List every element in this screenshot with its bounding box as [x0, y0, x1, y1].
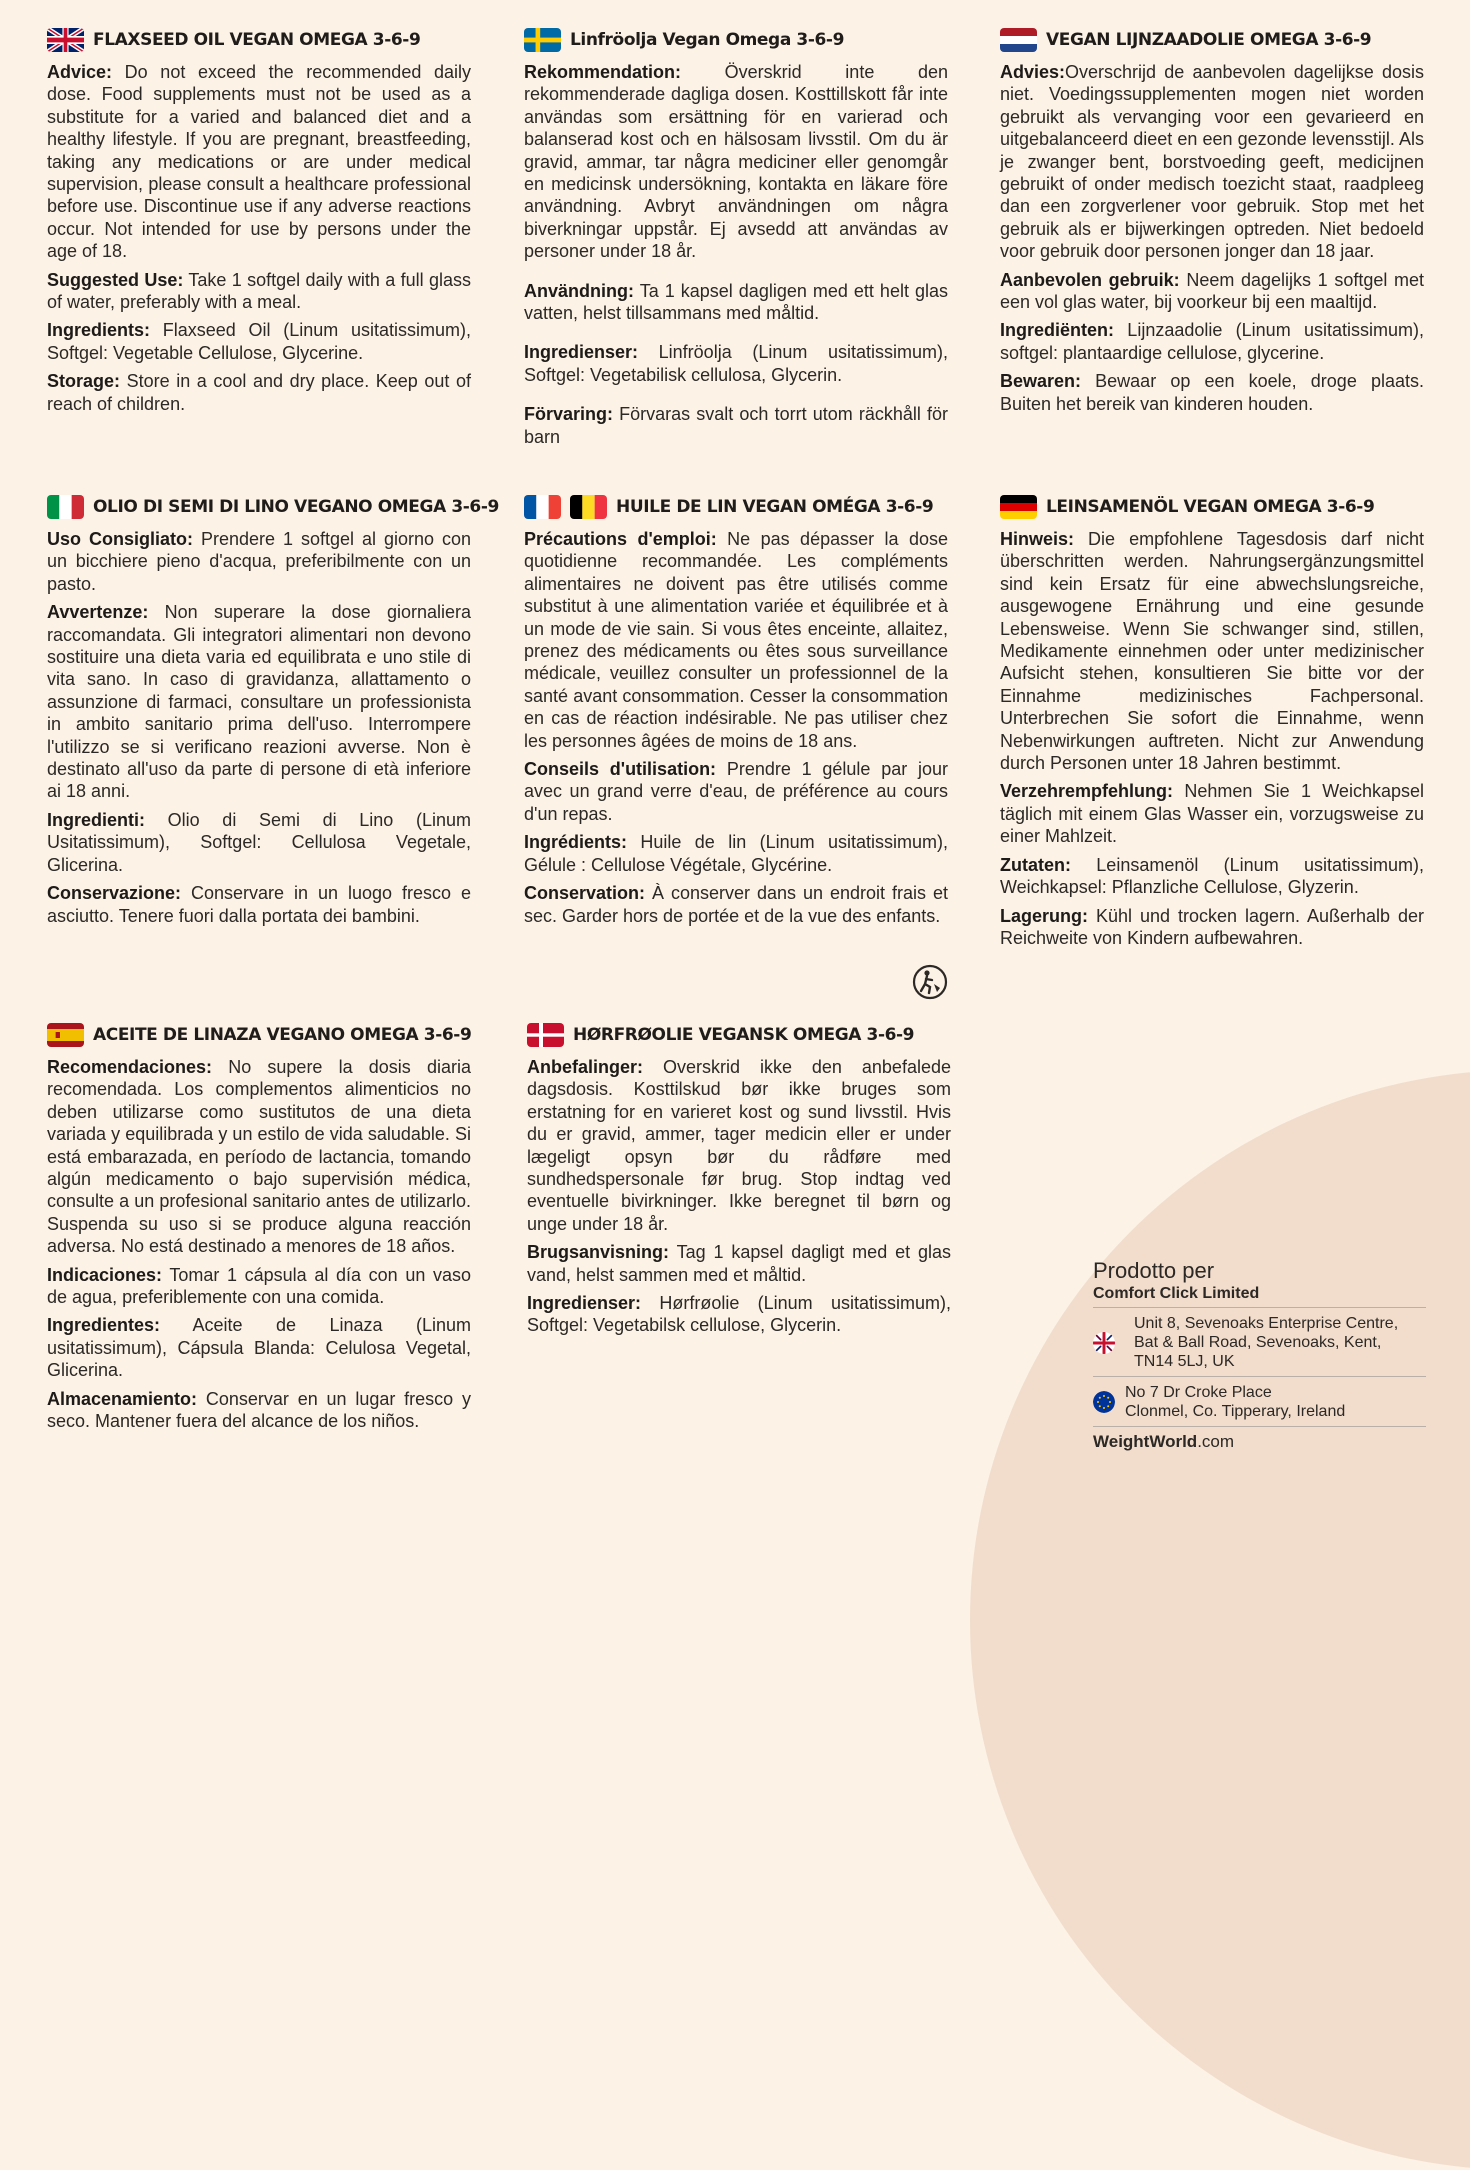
section-it [47, 494, 499, 933]
section-de-header [1000, 494, 1424, 520]
storage-paragraph: Lagerung: Kühl und trocken lagern. Außerhalb der Reichweite von Kindern aufbewahren. [1000, 905, 1424, 948]
ie-address-line-1: No 7 Dr Croke Place [1125, 1384, 1272, 1401]
storage-paragraph: Conservation: À conserver dans un endroit frais et sec. Garder hors de portée et de la vue des enfants. [524, 883, 948, 926]
section-fr [524, 494, 948, 933]
germany-flag-icon [1000, 495, 1037, 519]
storage-paragraph: Förvaring: Förvaras svalt och torrt utom räckhåll för barn [524, 404, 948, 447]
suggested-use-paragraph: Conseils d'utilisation: Prendre 1 gélule par jour avec un grand verre d'eau, de préférence au cours d'un repas. [524, 759, 949, 824]
section-nl-header [1000, 27, 1424, 53]
ingredients-paragraph: Ingrediënten: Lijnzaadolie (Linum usitatissimum), softgel: plantaardige cellulose, glycerine. [1000, 320, 1424, 363]
ingredients-paragraph: Zutaten: Leinsamenöl (Linum usitatissimum), Weichkapsel: Pflanzliche Cellulose, Glyzerin. [1000, 854, 1424, 898]
producer-title: Prodotto per [1093, 1258, 1215, 1283]
suggested-use-paragraph: Användning: Ta 1 kapsel dagligen med ett helt glas vatten, helst tillsammans med måltid. [524, 280, 948, 324]
ingredients-paragraph: Ingredienser: Linfröolja (Linum usitatissimum), Softgel: Vegetabilisk cellulosa, Glycerin. [524, 342, 948, 385]
advice-paragraph: Advies:Overschrijd de aanbevolen dagelijkse dosis niet. Voedingssupplementen mogen niet worden gebruikt als vervanging voor een gevarieerd en uitgebalanceerd dieet en een gezonde levensstijl. Als je zwanger bent, borstvoeding geeft, medicijnen gebruikt of onder medisch toezicht staat, raadpleeg dan een zorgverlener voor gebruik. Stop met het gebruik als er bijwerkingen optreden. Niet bedoeld voor gebruik door personen jonger dan 18 jaar. [1000, 62, 1424, 262]
belgium-flag-icon [570, 495, 607, 519]
storage-paragraph: Conservazione: Conservare in un luogo fresco e asciutto. Tenere fuori dalla portata dei bambini. [47, 883, 471, 926]
sweden-flag-icon [524, 28, 561, 52]
uk-flag-icon [1093, 1332, 1115, 1354]
spain-flag-icon [47, 1023, 84, 1047]
ingredients-paragraph: Ingredients: Flaxseed Oil (Linum usitatissimum), Softgel: Vegetable Cellulose, Glycerine. [47, 320, 471, 363]
section-se [524, 27, 948, 454]
uk-address-line-1: Unit 8, Sevenoaks Enterprise Centre, [1134, 1315, 1399, 1332]
section-uk [47, 27, 471, 421]
recycle-icon [912, 964, 948, 1000]
producer-block [1093, 1258, 1426, 1452]
advice-paragraph: Recomendaciones: No supere la dosis diaria recomendada. Los complementos alimenticios no deben utilizarse como sustitutos de una dieta variada y equilibrada y un estilo de vida saludable. Si está embarazada, en período de lactancia, tomando algún medicamento o bajo supervisión médica, consulte a un profesional sanitario antes de utilizarlo. Suspenda su uso si se produce alguna reacción adversa. No está destinado a menores de 18 años. [47, 1057, 471, 1257]
producer-company: Comfort Click Limited [1093, 1284, 1426, 1308]
section-title: Linfröolja Vegan Omega 3-6-9 [570, 30, 845, 50]
section-nl [1000, 27, 1424, 421]
advice-paragraph: Avvertenze: Non superare la dose giornaliera raccomandata. Gli integratori alimentari non devono sostituire una dieta varia ed equilibrata e uno stile di vita sano. In caso di gravidanza, allattamento o assunzione di farmaci, consultare un professionista in ambito sanitario prima dell'uso. Interrompere l'utilizzo se si verificano reazioni avverse. Non è destinato all'uso da parte di persone di età inferiore ai 18 anni. [47, 602, 471, 802]
section-title: ACEITE DE LINAZA VEGANO OMEGA 3-6-9 [93, 1025, 472, 1045]
section-title: FLAXSEED OIL VEGAN OMEGA 3-6-9 [93, 30, 421, 50]
section-es-header [47, 1022, 471, 1048]
advice-paragraph: Précautions d'emploi: Ne pas dépasser la dose quotidienne recommandée. Les compléments alimentaires ne doivent pas être utilisés comme substitut à une alimentation variée et équilibrée et à un mode de vie sain. Si vous êtes enceinte, allaitez, prenez des médicaments ou êtes sous surveillance médicale, veuillez consulter un professionnel de la santé avant consommation. Cesser la consommation en cas de réaction indésirable. Ne pas utiliser chez les personnes âgées de moins de 18 ans. [524, 529, 948, 751]
ie-address-line-2: Clonmel, Co. Tipperary, Ireland [1125, 1403, 1346, 1420]
advice-paragraph: Advice: Do not exceed the recommended daily dose. Food supplements must not be used as a substitute for a varied and balanced diet and a healthy lifestyle. If you are pregnant, breastfeeding, taking any medications or are under medical supervision, please consult a healthcare professional before use. Discontinue use if any adverse reactions occur. Not intended for use by persons under the age of 18. [47, 62, 471, 262]
italy-flag-icon [47, 495, 84, 519]
section-dk [527, 1022, 951, 1343]
advice-paragraph: Rekommendation: Överskrid inte den rekommenderade dagliga dosen. Kosttillskott får inte användas som ersättning för en varierad och balanserad kost och en hälsosam livsstil. Om du är gravid, ammar, tar några mediciner eller genomgår en medicinsk undersökning, kontakta en läkare före användning. Avbryt användningen om några biverkningar uppstår. Ej avsedd att användas av personer under 18 år. [524, 62, 948, 262]
section-title: LEINSAMENÖL VEGAN OMEGA 3-6-9 [1046, 497, 1375, 517]
section-title: HUILE DE LIN VEGAN OMÉGA 3-6-9 [616, 497, 934, 517]
website-link[interactable]: WeightWorld.com [1093, 1432, 1235, 1451]
uk-address-line-3: TN14 5LJ, UK [1134, 1353, 1235, 1370]
section-de [1000, 494, 1424, 955]
section-dk-header [527, 1022, 951, 1048]
section-title: HØRFRØOLIE VEGANSK OMEGA 3-6-9 [573, 1025, 915, 1045]
suggested-use-paragraph: Indicaciones: Tomar 1 cápsula al día con un vaso de agua, preferiblemente con una comida. [47, 1264, 471, 1308]
storage-paragraph: Almacenamiento: Conservar en un lugar fresco y seco. Mantener fuera del alcance de los niños. [47, 1388, 471, 1432]
section-it-header [47, 494, 499, 520]
suggested-use-paragraph: Aanbevolen gebruik: Neem dagelijks 1 softgel met een vol glas water, bij voorkeur bij een maaltijd. [1000, 269, 1425, 313]
denmark-flag-icon [527, 1023, 564, 1047]
france-flag-icon [524, 495, 561, 519]
ingredients-paragraph: Ingredienser: Hørfrøolie (Linum usitatissimum), Softgel: Vegetabilsk cellulose, Glycerin. [527, 1293, 951, 1336]
section-title: OLIO DI SEMI DI LINO VEGANO OMEGA 3-6-9 [93, 497, 499, 517]
suggested-use-paragraph: Verzehrempfehlung: Nehmen Sie 1 Weichkapsel täglich mit einem Glas Wasser ein, vorzugsweise zu einer Mahlzeit. [1000, 781, 1424, 847]
eu-flag-icon [1093, 1391, 1115, 1413]
advice-paragraph: Hinweis: Die empfohlene Tagesdosis darf nicht überschritten werden. Nahrungsergänzungsmittel sind kein Ersatz für eine abwechslungsreiche, ausgewogene Ernährung und eine gesunde Lebensweise. Wenn Sie schwanger sind, stillen, Medikamente einnehmen oder unter medizinischer Aufsicht stehen, konsultieren Sie bitte vor der Einnahme medizinisches Fachpersonal. Unterbrechen Sie sofort die Einnahme, wenn Nebenwirkungen auftreten. Nicht zur Anwendung durch Personen unter 18 Jahren bestimmt. [1000, 529, 1424, 774]
suggested-use-paragraph: Brugsanvisning: Tag 1 kapsel dagligt med et glas vand, helst sammen med et måltid. [527, 1242, 951, 1285]
ingredients-paragraph: Ingrédients: Huile de lin (Linum usitatissimum), Gélule : Cellulose Végétale, Glycérine. [524, 832, 948, 875]
section-es [47, 1022, 471, 1439]
uk-address-line-2: Bat & Ball Road, Sevenoaks, Kent, [1134, 1334, 1382, 1351]
section-title: VEGAN LIJNZAADOLIE OMEGA 3-6-9 [1046, 30, 1372, 50]
uk-flag-icon [47, 28, 84, 52]
advice-paragraph: Anbefalinger: Overskrid ikke den anbefalede dagsdosis. Kosttilskud bør ikke bruges som erstatning for en varieret kost og sund livsstil. Hvis du er gravid, ammer, tager medicin eller er under lægeligt opsyn bør du rådføre med sundhedspersonale før brug. Stop indtag ved eventuelle bivirkninger. Ikke beregnet til børn og unge under 18 år. [527, 1057, 951, 1234]
ingredients-paragraph: Ingredientes: Aceite de Linaza (Linum usitatissimum), Cápsula Blanda: Celulosa Vegetal, Glicerina. [47, 1315, 471, 1381]
storage-paragraph: Storage: Store in a cool and dry place. Keep out of reach of children. [47, 371, 471, 414]
section-uk-header [47, 27, 471, 53]
storage-paragraph: Bewaren: Bewaar op een koele, droge plaats. Buiten het bereik van kinderen houden. [1000, 371, 1424, 414]
background-arc [970, 1070, 1470, 2170]
suggested-use-paragraph: Uso Consigliato: Prendere 1 softgel al giorno con un bicchiere pieno d'acqua, preferibilmente con un pasto. [47, 529, 472, 594]
netherlands-flag-icon [1000, 28, 1037, 52]
section-se-header [524, 27, 948, 53]
ie-address [1093, 1377, 1426, 1427]
ingredients-paragraph: Ingredienti: Olio di Semi di Lino (Linum Usitatissimum), Softgel: Cellulosa Vegetale, Glicerina. [47, 809, 471, 875]
uk-address [1093, 1308, 1426, 1377]
suggested-use-paragraph: Suggested Use: Take 1 softgel daily with a full glass of water, preferably with a meal. [47, 269, 472, 313]
section-fr-header [524, 494, 948, 520]
